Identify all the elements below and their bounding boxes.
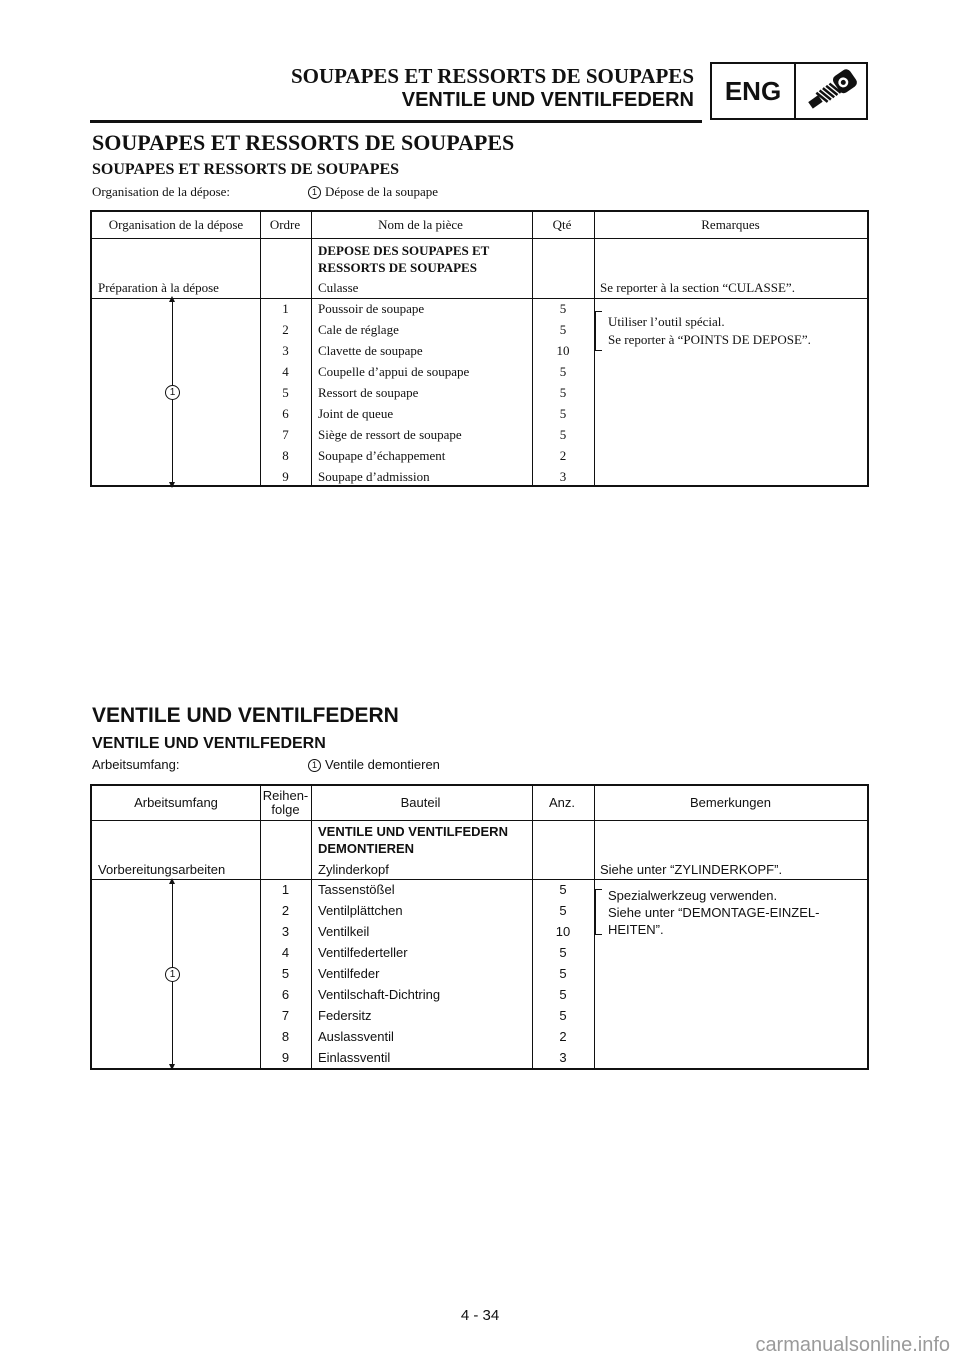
prep-title-line: DEPOSE DES SOUPAPES ET	[318, 243, 490, 258]
row-part-name: Federsitz	[318, 1008, 372, 1023]
col-header-arbeitsumfang: Arbeitsumfang	[134, 795, 218, 811]
step-marker: 1	[308, 759, 321, 772]
group-marker-de: 1	[165, 967, 180, 982]
prep-title-de	[318, 823, 508, 857]
remark-bracket-de	[595, 889, 602, 935]
row-qty: 5	[559, 406, 567, 421]
row-qty: 5	[559, 1008, 567, 1023]
column-divider	[311, 212, 312, 485]
row-order: 1	[282, 301, 289, 316]
row-qty: 2	[559, 1029, 567, 1044]
table-de	[90, 784, 869, 1070]
col-header-ordre: Ordre	[269, 217, 301, 233]
table-header-de	[92, 786, 867, 821]
row-part-name: Poussoir de soupape	[318, 301, 425, 316]
row-qty: 5	[559, 987, 567, 1002]
arrow-up-icon	[169, 296, 175, 302]
header-rule	[90, 120, 702, 123]
row-part-name: Ventilfederteller	[318, 945, 408, 960]
prep-title-line: DEMONTIEREN	[318, 841, 415, 856]
row-part-name: Tassenstößel	[318, 882, 395, 897]
row-part-name: Siège de ressort de soupape	[318, 427, 462, 442]
prep-title-line: RESSORTS DE SOUPAPES	[318, 260, 477, 275]
arrow-up-icon	[169, 878, 175, 884]
column-divider	[311, 786, 312, 1068]
intro-task-fr	[308, 184, 438, 200]
row-order: 8	[282, 448, 289, 463]
row-part-name: Einlassventil	[318, 1050, 391, 1065]
valve-spring-icon	[796, 64, 866, 118]
row-part-name: Ventilfeder	[318, 966, 380, 981]
row-order: 2	[281, 903, 290, 918]
remarks-de	[608, 887, 819, 938]
row-qty: 10	[556, 343, 570, 358]
row-order: 5	[281, 966, 290, 981]
intro-task-text-de: Ventile demontieren	[325, 757, 440, 772]
col-header-bemerkungen: Bemerkungen	[690, 795, 771, 811]
remark-line: HEITEN”.	[608, 922, 664, 937]
row-part-name: Ressort de soupape	[318, 385, 419, 400]
subtitle-de: VENTILE UND VENTILFEDERN	[92, 735, 326, 752]
group-arrow-fr	[169, 301, 176, 483]
intro-label-fr: Organisation de la dépose:	[92, 184, 231, 199]
row-qty: 5	[559, 385, 567, 400]
col-header-reihenfolge	[260, 786, 311, 820]
prep-remark-de: Siehe unter “ZYLINDERKOPF”.	[600, 862, 783, 877]
remark-line: Se reporter à “POINTS DE DEPOSE”.	[608, 332, 811, 347]
row-order: 9	[281, 1050, 290, 1065]
row-part-name: Auslassventil	[318, 1029, 394, 1044]
row-part-name: Ventilplättchen	[318, 903, 403, 918]
row-order: 1	[281, 882, 290, 897]
row-order: 3	[281, 924, 290, 939]
section-title-fr: SOUPAPES ET RESSORTS DE SOUPAPES	[92, 130, 515, 155]
page-number: 4 - 34	[460, 1307, 500, 1324]
row-order: 6	[282, 406, 289, 421]
col-header-line: folge	[271, 802, 300, 817]
row-order: 4	[282, 364, 289, 379]
row-qty: 5	[559, 322, 567, 337]
row-part-name: Ventilkeil	[318, 924, 370, 939]
intro-task-de	[308, 757, 440, 772]
arrow-down-icon	[169, 1064, 175, 1070]
group-marker-fr: 1	[165, 385, 180, 400]
row-part-name: Coupelle d’appui de soupape	[318, 364, 470, 379]
remarks-fr	[608, 313, 811, 349]
row-part-name: Soupape d’admission	[318, 469, 430, 484]
intro-label-de: Arbeitsumfang:	[92, 757, 180, 772]
row-order: 7	[282, 427, 289, 442]
row-part-name: Ventilschaft-Dichtring	[318, 987, 441, 1002]
row-order: 9	[282, 469, 289, 484]
row-qty: 3	[559, 1050, 567, 1065]
col-header-nom: Nom de la pièce	[378, 217, 463, 233]
col-header-qte: Qté	[552, 217, 572, 233]
row-qty: 5	[559, 882, 567, 897]
col-header-organisation: Organisation de la dépose	[108, 217, 244, 233]
row-order: 4	[281, 945, 290, 960]
intro-fr	[92, 184, 438, 200]
col-header-remarques: Remarques	[701, 217, 760, 233]
row-qty: 2	[559, 448, 567, 463]
intro-task-text-fr: Dépose de la soupape	[325, 184, 438, 199]
col-header-line: Reihen-	[262, 788, 309, 804]
prep-remark-fr: Se reporter à la section “CULASSE”.	[600, 280, 795, 295]
prep-label-de: Vorbereitungsarbeiten	[98, 862, 226, 877]
remark-line: Spezialwerkzeug verwenden.	[608, 888, 778, 903]
prep-part-de: Zylinderkopf	[318, 862, 389, 877]
intro-de	[92, 757, 440, 772]
row-qty: 3	[559, 469, 567, 484]
prep-part-fr: Culasse	[318, 280, 359, 295]
col-header-bauteil: Bauteil	[400, 795, 441, 811]
row-qty: 5	[559, 301, 567, 316]
row-order: 2	[282, 322, 289, 337]
col-header-anz: Anz.	[548, 795, 575, 811]
remark-line: Siehe unter “DEMONTAGE-EINZEL-	[608, 905, 820, 920]
row-qty: 10	[555, 924, 571, 939]
eng-badge	[710, 62, 868, 120]
row-qty: 5	[559, 966, 567, 981]
row-order: 6	[281, 987, 290, 1002]
arrow-down-icon	[169, 482, 175, 488]
table-fr	[90, 210, 869, 487]
watermark: carmanualsonline.info	[755, 1334, 950, 1356]
header-title-de: VENTILE UND VENTILFEDERN	[401, 89, 694, 111]
row-order: 8	[281, 1029, 290, 1044]
section-title-de: VENTILE UND VENTILFEDERN	[92, 704, 399, 727]
table-header-fr	[92, 212, 867, 239]
row-divider	[92, 298, 867, 299]
remark-line: Utiliser l’outil spécial.	[608, 314, 725, 329]
row-order: 7	[281, 1008, 290, 1023]
eng-badge-label: ENG	[712, 64, 796, 118]
row-qty: 5	[559, 364, 567, 379]
row-part-name: Soupape d’échappement	[318, 448, 446, 463]
prep-title-line: VENTILE UND VENTILFEDERN	[318, 824, 508, 839]
prep-title-fr	[318, 242, 489, 276]
step-marker: 1	[308, 186, 321, 199]
subtitle-fr: SOUPAPES ET RESSORTS DE SOUPAPES	[92, 161, 400, 178]
row-part-name: Joint de queue	[318, 406, 394, 421]
row-divider	[92, 879, 867, 880]
row-part-name: Cale de réglage	[318, 322, 399, 337]
header-title-fr: SOUPAPES ET RESSORTS DE SOUPAPES	[290, 64, 694, 88]
prep-label-fr: Préparation à la dépose	[98, 280, 219, 295]
group-arrow-de	[169, 883, 176, 1065]
row-order: 5	[282, 385, 289, 400]
row-qty: 5	[559, 945, 567, 960]
row-part-name: Clavette de soupape	[318, 343, 423, 358]
row-qty: 5	[559, 427, 567, 442]
row-qty: 5	[559, 903, 567, 918]
row-order: 3	[282, 343, 289, 358]
remark-bracket-fr	[595, 311, 602, 351]
